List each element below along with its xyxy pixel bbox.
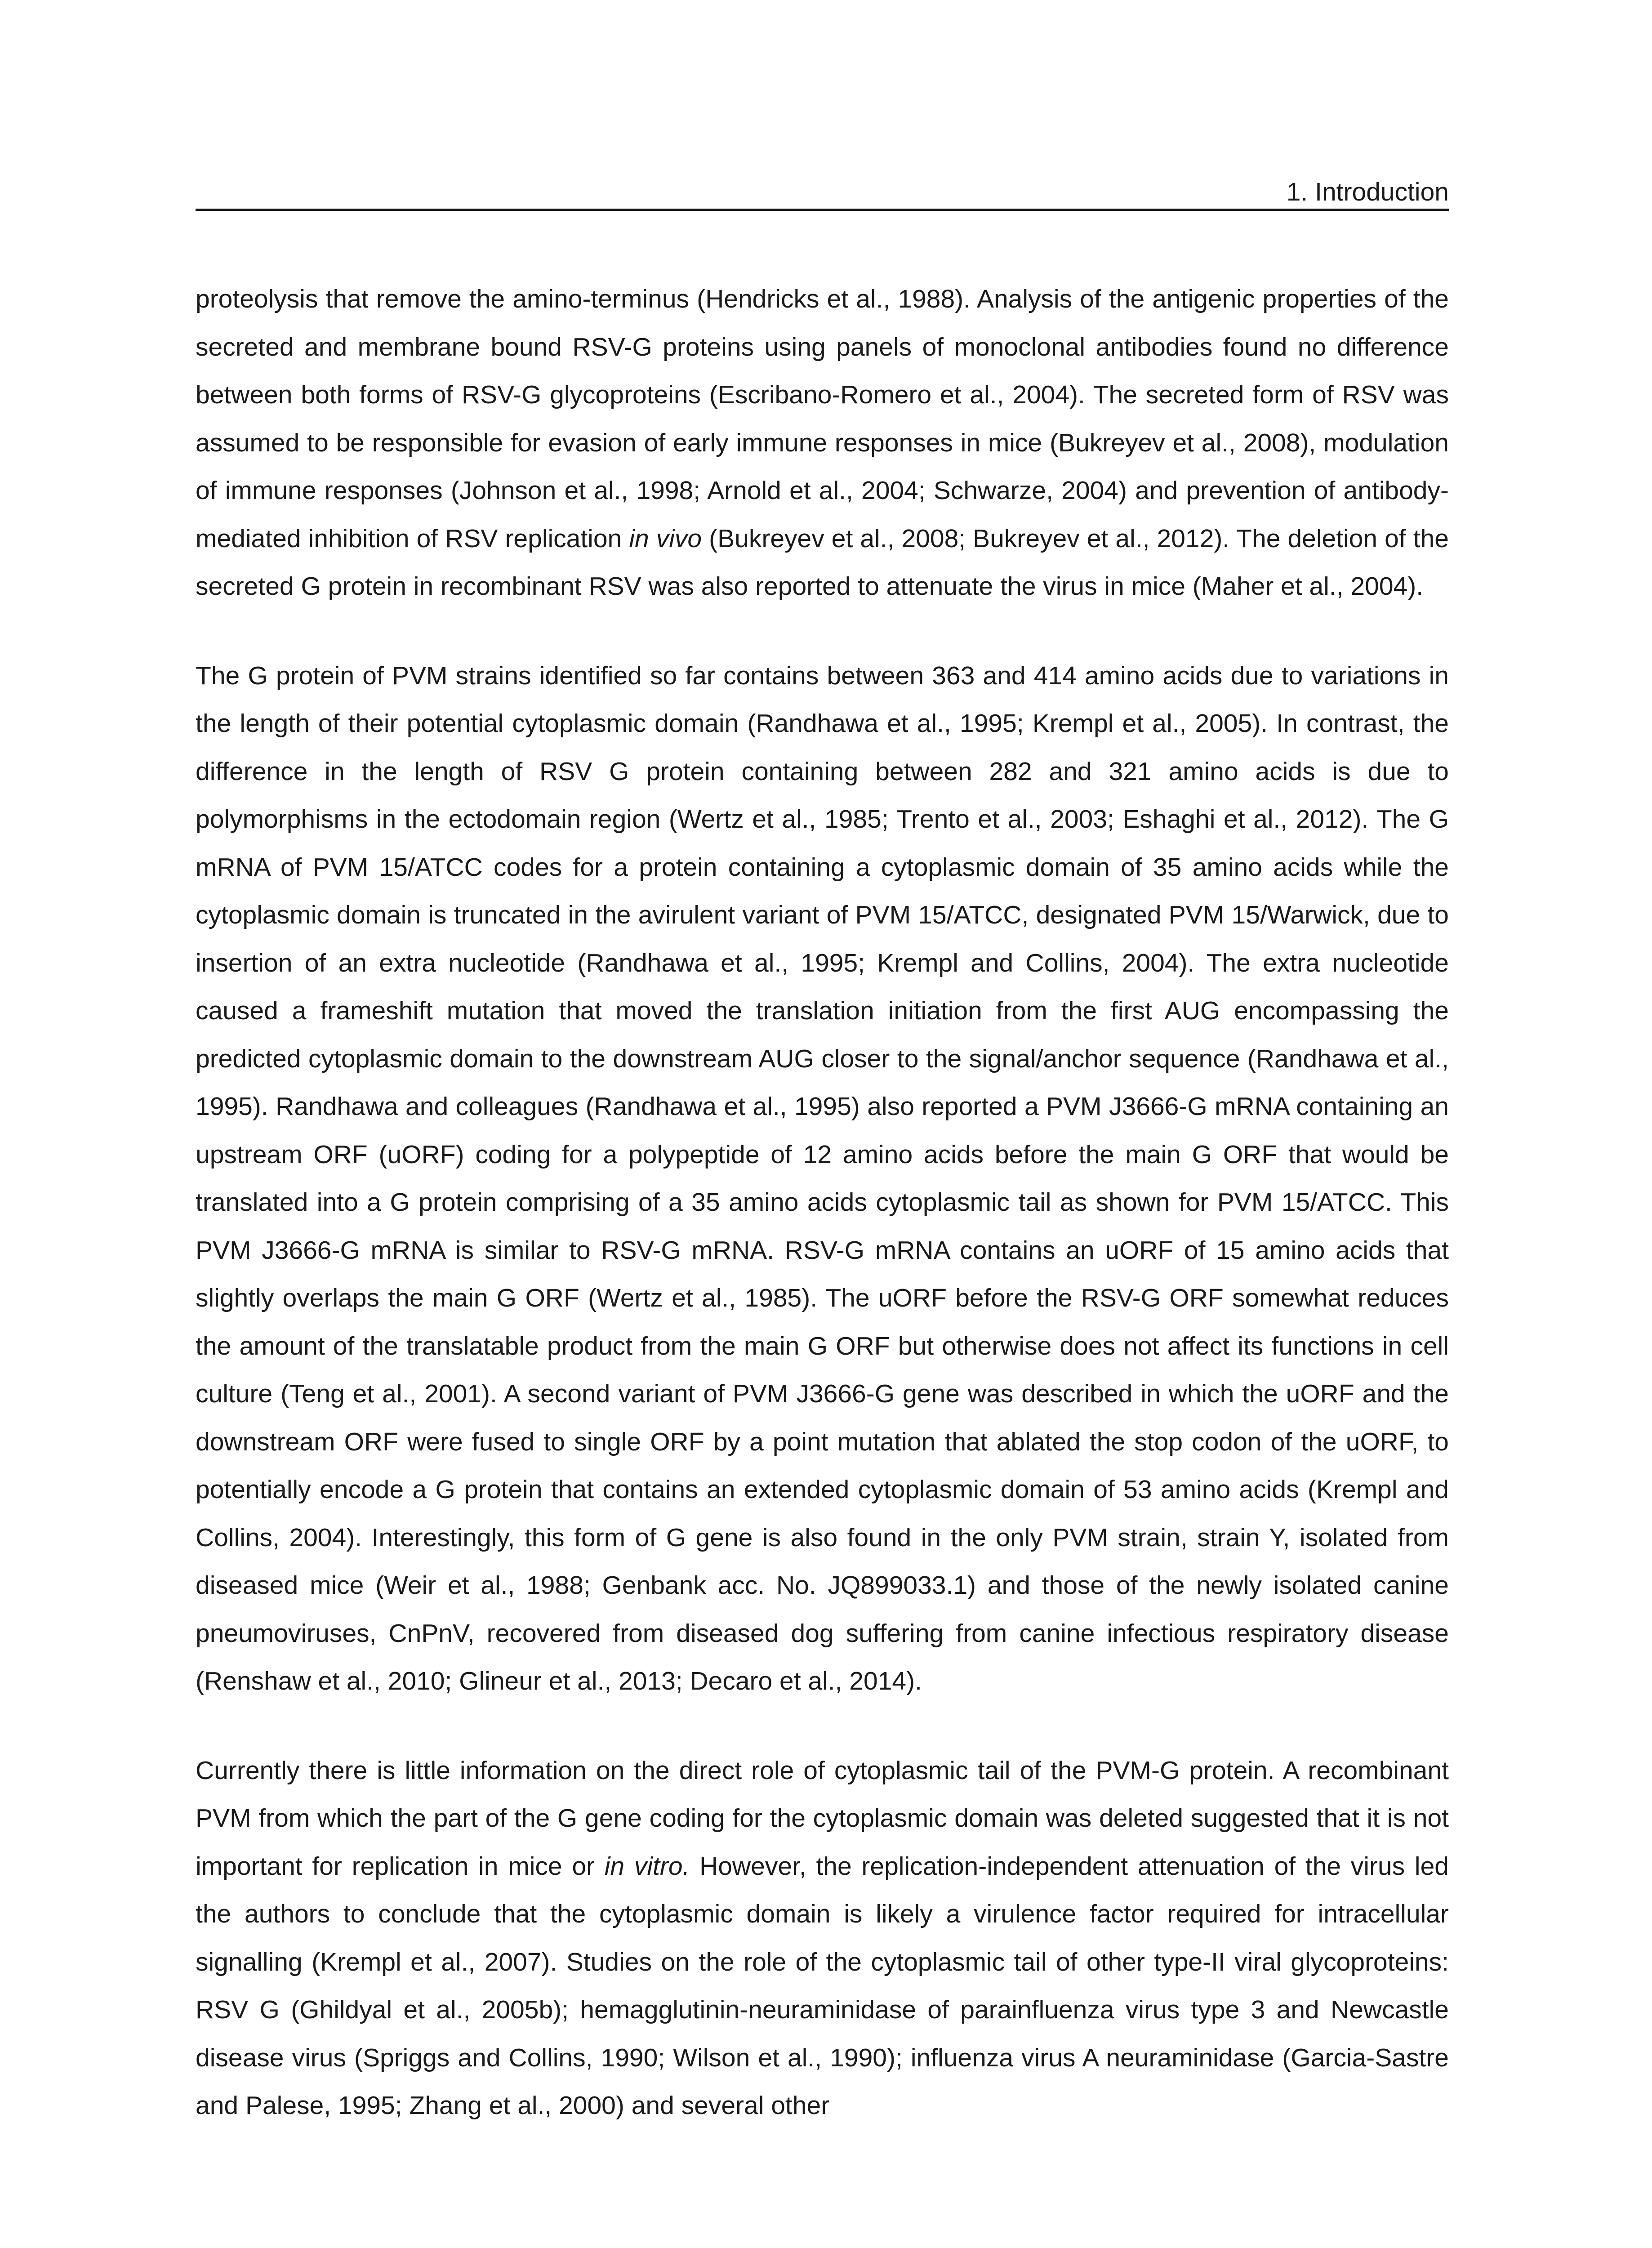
paragraph-cytoplasmic-tail (196, 1747, 1449, 2130)
body-text (196, 275, 1449, 2130)
paragraph-pvm-g-protein: The G protein of PVM strains identified so far contains between 363 and 414 amino acids due to variations in the length of their potential cytoplasmic domain (Randhawa et al., 1995; Krempl et al., 2005). In contrast, the difference in the length of RSV G protein containing between 282 and 321 amino acids is due to polymorphisms in the ectodomain region (Wertz et al., 1985; Trento et al., 2003; Eshaghi et al., 2012). The G mRNA of PVM 15/ATCC codes for a protein containing a cytoplasmic domain of 35 amino acids while the cytoplasmic domain is truncated in the avirulent variant of PVM 15/ATCC, designated PVM 15/Warwick, due to insertion of an extra nucleotide (Randhawa et al., 1995; Krempl and Collins, 2004). The extra nucleotide caused a frameshift mutation that moved the translation initiation from the first AUG encompassing the predicted cytoplasmic domain to the downstream AUG closer to the signal/anchor sequence (Randhawa et al., 1995). Randhawa and colleagues (Randhawa et al., 1995) also reported a PVM J3666-G mRNA containing an upstream ORF (uORF) coding for a polypeptide of 12 amino acids before the main G ORF that would be translated into a G protein comprising of a 35 amino acids cytoplasmic tail as shown for PVM 15/ATCC. This PVM J3666-G mRNA is similar to RSV-G mRNA. RSV-G mRNA contains an uORF of 15 amino acids that slightly overlaps the main G ORF (Wertz et al., 1985). The uORF before the RSV-G ORF somewhat reduces the amount of the translatable product from the main G ORF but otherwise does not affect its functions in cell culture (Teng et al., 2001). A second variant of PVM J3666-G gene was described in which the uORF and the downstream ORF were fused to single ORF by a point mutation that ablated the stop codon of the uORF, to potentially encode a G protein that contains an extended cytoplasmic domain of 53 amino acids (Krempl and Collins, 2004). Interestingly, this form of G gene is also found in the only PVM strain, strain Y, isolated from diseased mice (Weir et al., 1988; Genbank acc. No. JQ899033.1) and those of the newly isolated canine pneumoviruses, CnPnV, recovered from diseased dog suffering from canine infectious respiratory disease (Renshaw et al., 2010; Glineur et al., 2013; Decaro et al., 2014). (196, 661, 1449, 1695)
paragraph-3-italic-term: in vitro. (604, 1851, 690, 1881)
paragraph-3-text-start: Currently there is little information on the direct role of cytoplasmic tail of the PVM-G protein. A recombinant PVM from which the part of the G gene coding for the cytoplasmic domain was deleted suggested that it is not important for replication in mice or (196, 1756, 1449, 1881)
paragraph-rsv-secreted-g (196, 275, 1449, 611)
paragraph-1-text-start: proteolysis that remove the amino-terminus (Hendricks et al., 1988). Analysis of the antigenic properties of the secreted and membrane bound RSV-G proteins using panels of monoclonal antibodies found no difference between both forms of RSV-G glycoproteins (Escribano-Romero et al., 2004). The secreted form of RSV was assumed to be responsible for evasion of early immune responses in mice (Bukreyev et al., 2008), modulation of immune responses (Johnson et al., 1998; Arnold et al., 2004; Schwarze, 2004) and prevention of antibody-mediated inhibition of RSV replication (196, 285, 1449, 553)
paragraph-1-italic-term: in vivo (629, 524, 702, 553)
header-rule (196, 209, 1449, 211)
paragraph-3-text-end: However, the replication-independent attenuation of the virus led the authors to conclude that the cytoplasmic domain is likely a virulence factor required for intracellular signalling (Krempl et al., 2007). Studies on the role of the cytoplasmic tail of other type-II viral glycoproteins: RSV G (Ghildyal et al., 2005b); hemagglutinin-neuraminidase of parainfluenza virus type 3 and Newcastle disease virus (Spriggs and Collins, 1990; Wilson et al., 1990); influenza virus A neuraminidase (Garcia-Sastre and Palese, 1995; Zhang et al., 2000) and several other (196, 1851, 1449, 2120)
paragraph-1-text-end: (Bukreyev et al., 2008; Bukreyev et al., 2012). The deletion of the secreted G protein in recombinant RSV was also reported to attenuate the virus in mice (Maher et al., 2004). (196, 524, 1449, 601)
running-header: 1. Introduction (1286, 178, 1449, 206)
